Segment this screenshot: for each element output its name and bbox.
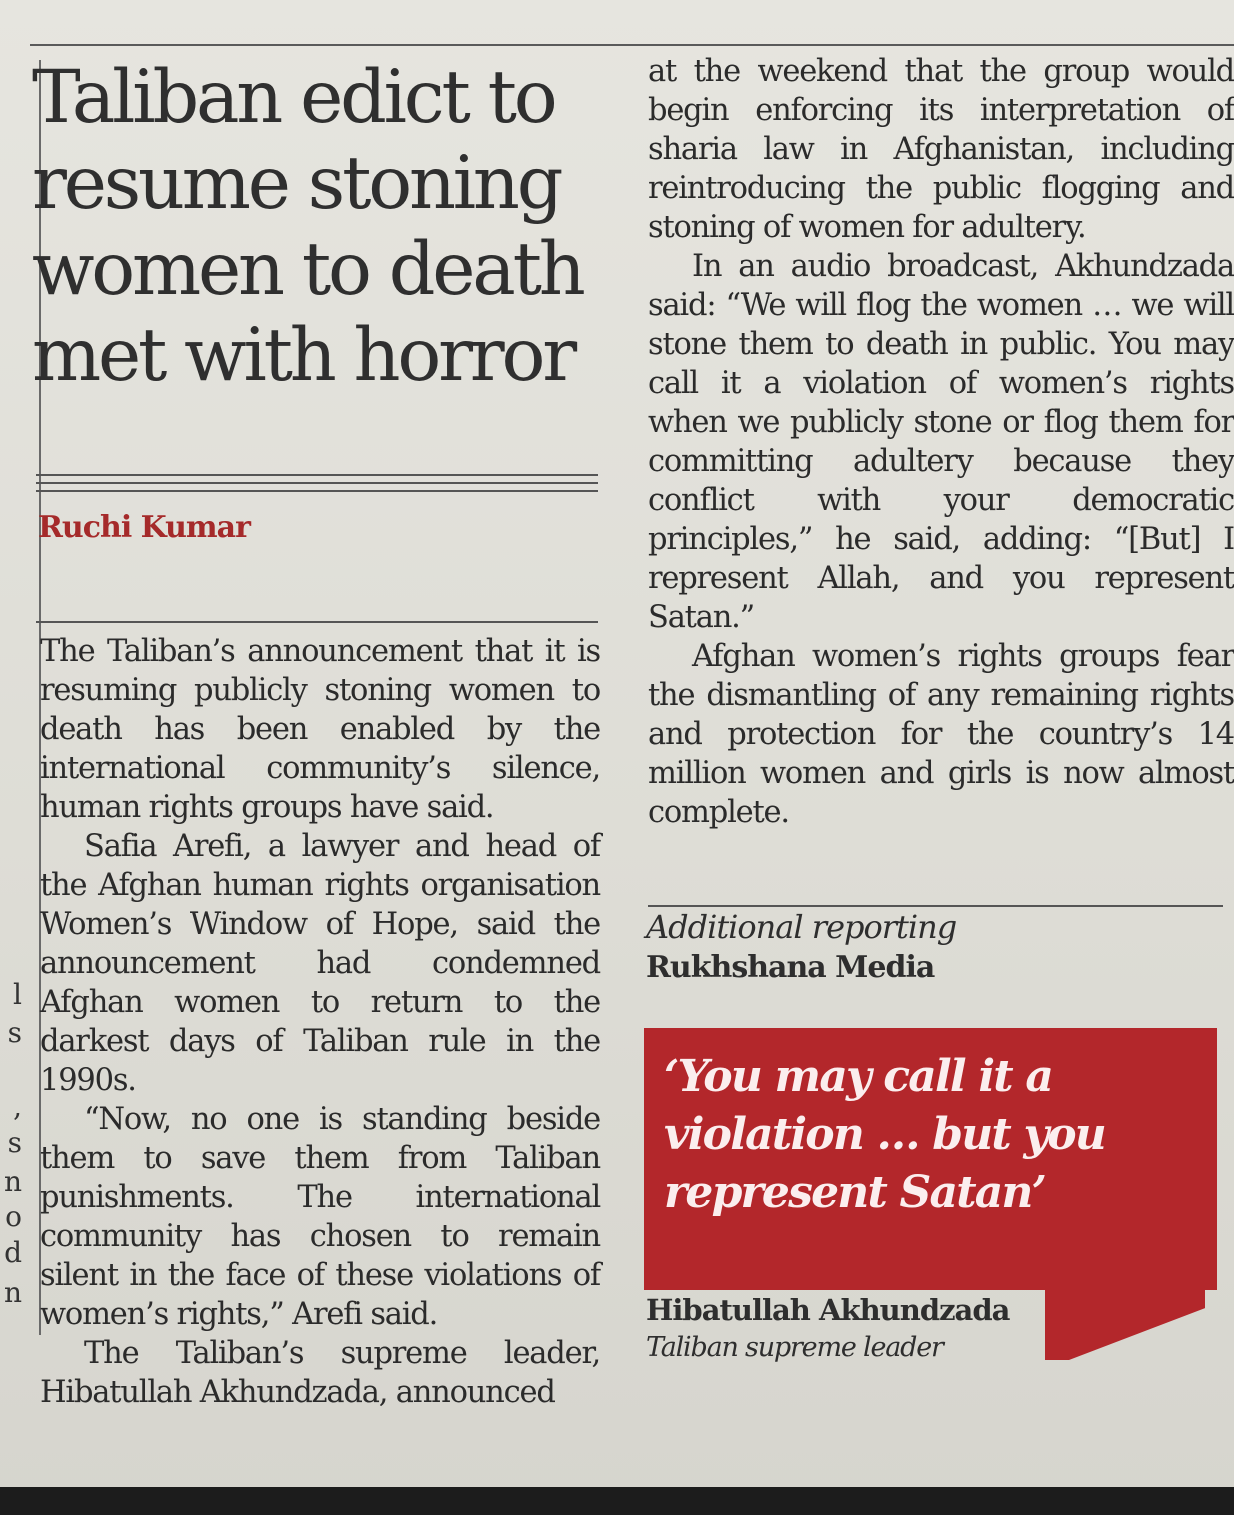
byline-rules: [36, 474, 598, 498]
margin-fragment: l: [13, 978, 22, 1011]
paragraph: The Taliban’s announcement that it is resuming publicly stoning women to death has been enabled by the international community’s silence, human rights groups have said.: [40, 634, 600, 825]
paragraph: Safia Arefi, a lawyer and head of the Afghan human rights organisation Women’s Window of Hope, said the announcement had condemned Afghan women to return to the darkest days of Taliban rule in the 1990s.: [40, 829, 600, 1098]
additional-reporting-label: Additional reporting: [646, 908, 957, 946]
article-headline: Taliban edict to resume stoning women to death met with horror: [32, 55, 583, 398]
byline-rule: [36, 621, 598, 623]
article-body-left-column: [40, 632, 600, 1412]
pull-quote-text: ‘You may call it a violation … but you represent Satan’: [664, 1051, 1105, 1218]
margin-fragment: n: [3, 1165, 22, 1198]
pull-quote-speaker: Hibatullah Akhundzada: [646, 1293, 1010, 1327]
paragraph: at the weekend that the group would begin enforcing its interpretation of sharia law in Afghanistan, including reintroducing the public flogging and stoning of women for adultery.: [648, 54, 1234, 245]
margin-fragment: d: [4, 1236, 22, 1269]
margin-fragment: o: [5, 1200, 22, 1233]
paragraph: In an audio broadcast, Akhundzada said: “We will flog the women … we will stone them to death in public. You may call it a violation of women’s rights when we publicly stone or flog them for committing adultery because they conflict with your democratic principles,” he said, adding: “[But] I represent Allah, and you represent Satan.”: [648, 249, 1234, 635]
additional-reporting-name: Rukhshana Media: [646, 950, 935, 985]
background-edge: [0, 1487, 1234, 1515]
top-rule: [30, 44, 1234, 46]
paragraph: “Now, no one is standing beside them to save them from Taliban punishments. The international community has chosen to remain silent in the face of these violations of women’s rights,” Arefi said.: [40, 1102, 600, 1332]
pull-quote-speaker-title: Taliban supreme leader: [646, 1332, 943, 1363]
article-body-right-column: [648, 52, 1234, 832]
margin-fragment: s: [7, 1126, 22, 1159]
paragraph: Afghan women’s rights groups fear the dismantling of any remaining rights and protection for the country’s 14 million women and girls is now almost complete.: [648, 639, 1234, 830]
byline: Ruchi Kumar: [38, 510, 250, 545]
margin-fragment: n: [3, 1276, 22, 1309]
margin-fragment: s: [7, 1016, 22, 1049]
margin-fragment: ,: [13, 1090, 22, 1123]
additional-reporting-rule: [648, 905, 1223, 907]
speech-bubble-tail: [1045, 1288, 1205, 1360]
paragraph: The Taliban’s supreme leader, Hibatullah Akhundzada, announced: [40, 1336, 600, 1410]
